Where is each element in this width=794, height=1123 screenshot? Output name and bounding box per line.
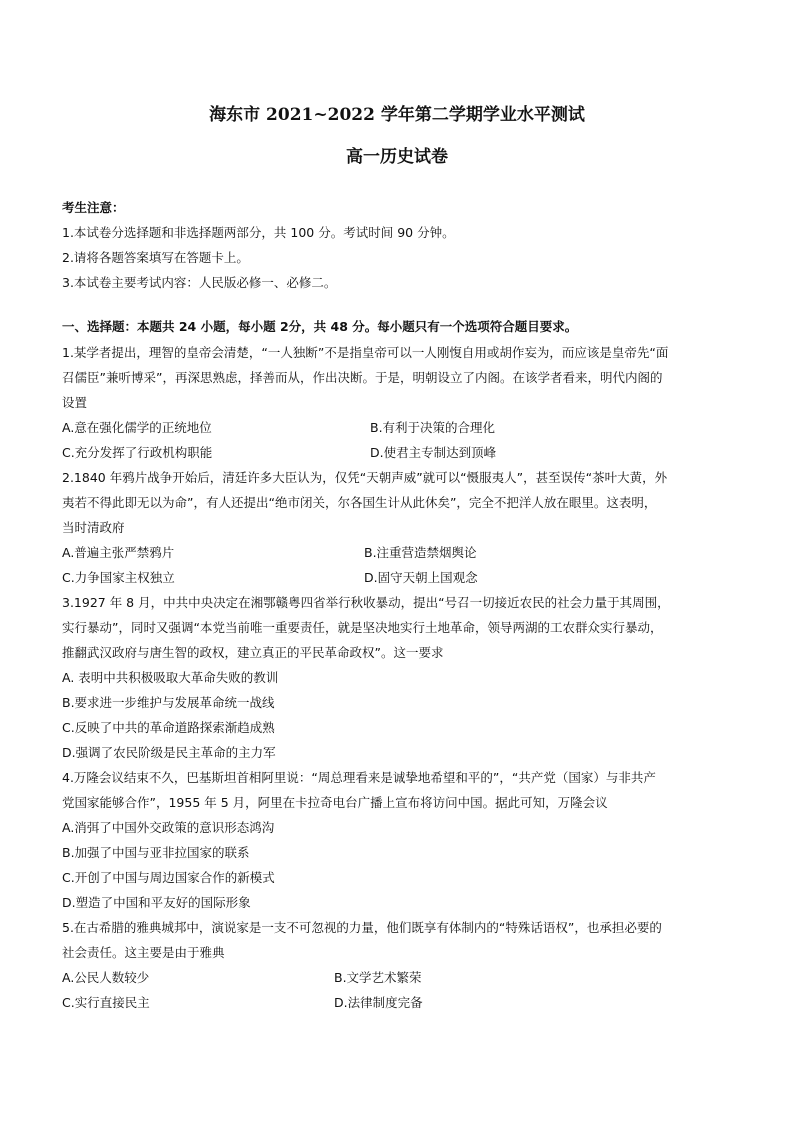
- question-5-option-a: A.公民人数较少: [62, 970, 150, 985]
- question-3-option-c: C.反映了中共的革命道路探索渐趋成熟: [62, 720, 275, 735]
- question-4-option-c: C.开创了中国与周边国家合作的新模式: [62, 870, 275, 885]
- notice-item: 3.本试卷主要考试内容：人民版必修一、必修二。: [62, 275, 337, 290]
- question-5-option-c: C.实行直接民主: [62, 995, 150, 1010]
- question-1-text: 1.某学者提出，理智的皇帝会清楚，“一人独断”不是指皇帝可以一人刚愎自用或胡作妄为，而应该是皇帝先“面: [62, 345, 669, 360]
- question-2-option-d: D.固守天朝上国观念: [364, 570, 478, 585]
- question-5-text: 社会责任。这主要是由于雅典: [62, 945, 225, 960]
- question-5-text: 5.在古希腊的雅典城邦中，演说家是一支不可忽视的力量，他们既享有体制内的“特殊话语权”，也承担必要的: [62, 920, 662, 935]
- question-2-option-c: C.力争国家主权独立: [62, 570, 175, 585]
- section-heading: 一、选择题：本题共 24 小题，每小题 2分，共 48 分。每小题只有一个选项符合题目要求。: [62, 319, 578, 334]
- exam-title: 海东市 2021~2022 学年第二学期学业水平测试: [209, 105, 585, 125]
- question-3-text: 推翻武汉政府与唐生智的政权，建立真正的平民革命政权”。这一要求: [62, 645, 444, 660]
- question-1-option-b: B.有利于决策的合理化: [370, 420, 496, 435]
- question-5-option-d: D.法律制度完备: [334, 995, 423, 1010]
- exam-subtitle: 高一历史试卷: [346, 147, 448, 167]
- question-2-text: 夷若不得此即无以为命”，有人还提出“绝市闭关，尔各国生计从此休矣”，完全不把洋人放在眼里。这表明，: [62, 495, 657, 510]
- question-4-text: 4.万隆会议结束不久，巴基斯坦首相阿里说：“周总理看来是诚挚地希望和平的”，“共产党（国家）与非共产: [62, 770, 656, 785]
- question-2-option-b: B.注重营造禁烟舆论: [364, 545, 477, 560]
- notice-item: 1.本试卷分选择题和非选择题两部分，共 100 分。考试时间 90 分钟。: [62, 225, 455, 240]
- question-3-option-b: B.要求进一步维护与发展革命统一战线: [62, 695, 275, 710]
- question-1-option-c: C.充分发挥了行政机构职能: [62, 445, 213, 460]
- question-2-option-a: A.普遍主张严禁鸦片: [62, 545, 175, 560]
- question-4-option-d: D.塑造了中国和平友好的国际形象: [62, 895, 251, 910]
- question-3-text: 实行暴动”，同时又强调“本党当前唯一重要责任，就是坚决地实行土地革命，领导两湖的工农群众实行暴动，: [62, 620, 663, 635]
- question-4-text: 党国家能够合作”，1955 年 5 月，阿里在卡拉奇电台广播上宣布将访问中国。据此可知，万隆会议: [62, 795, 608, 810]
- question-1-option-a: A.意在强化儒学的正统地位: [62, 420, 212, 435]
- question-1-text: 召儒臣”兼听博采”，再深思熟虑，择善而从，作出决断。于是，明朝设立了内阁。在该学者看来，明代内阁的: [62, 370, 663, 385]
- question-3-option-a: A. 表明中共积极吸取大革命失败的教训: [62, 670, 279, 685]
- question-4-option-b: B.加强了中国与亚非拉国家的联系: [62, 845, 250, 860]
- notice-item: 2.请将各题答案填写在答题卡上。: [62, 250, 249, 265]
- question-2-text: 当时清政府: [62, 520, 125, 535]
- question-3-option-d: D.强调了农民阶级是民主革命的主力军: [62, 745, 276, 760]
- question-4-option-a: A.消弭了中国外交政策的意识形态鸿沟: [62, 820, 275, 835]
- question-1-text: 设置: [62, 395, 88, 410]
- question-3-text: 3.1927 年 8 月，中共中央决定在湘鄂赣粤四省举行秋收暴动，提出“号召一切接近农民的社会力量于其周围，: [62, 595, 670, 610]
- question-1-option-d: D.使君主专制达到顶峰: [370, 445, 497, 460]
- question-2-text: 2.1840 年鸦片战争开始后，清廷许多大臣认为，仅凭“天朝声威”就可以“慑服夷人”，甚至误传“茶叶大黄，外: [62, 470, 668, 485]
- question-5-option-b: B.文学艺术繁荣: [334, 970, 422, 985]
- notice-heading: 考生注意：: [62, 200, 125, 215]
